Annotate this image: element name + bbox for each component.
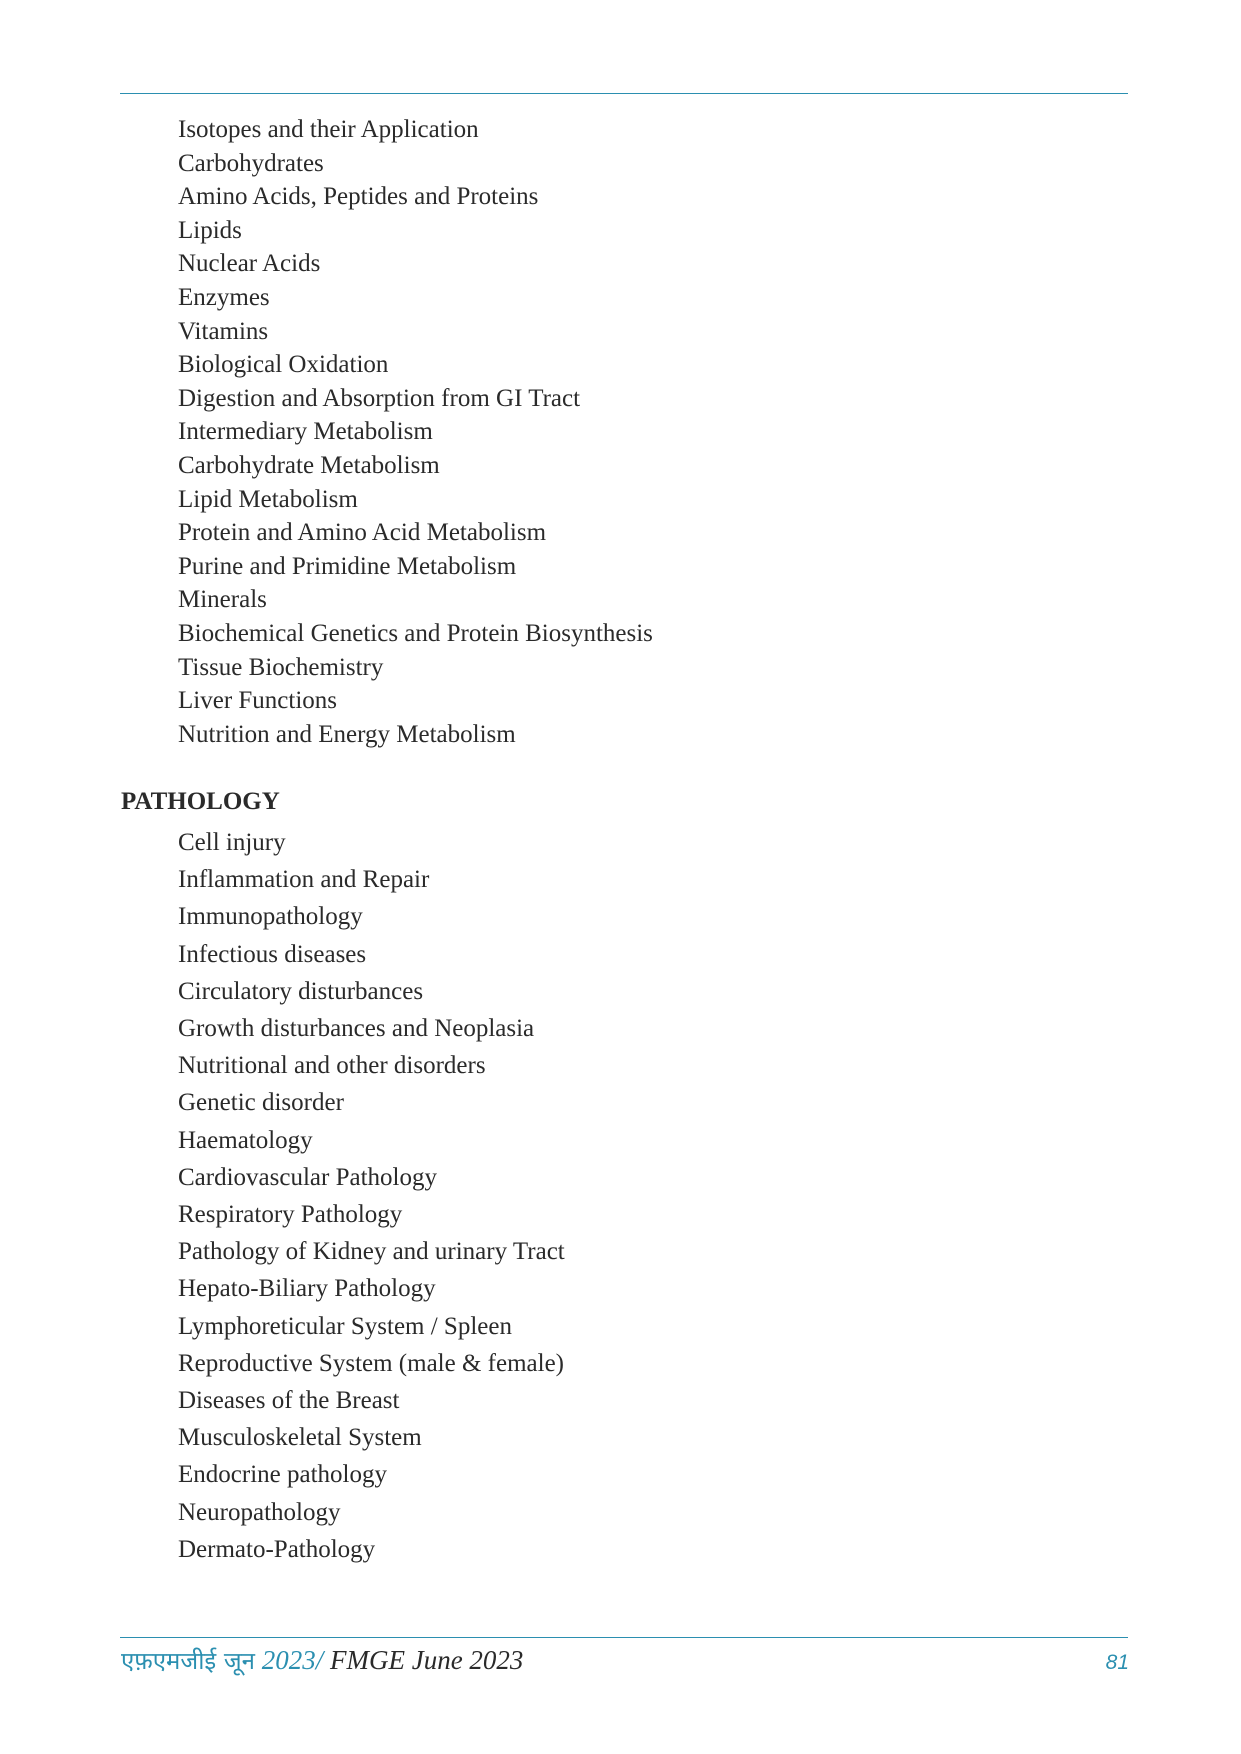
list-item: Biochemical Genetics and Protein Biosynthesis	[178, 619, 653, 647]
list-item: Genetic disorder	[178, 1089, 344, 1117]
footer-year: 2023/	[254, 1645, 330, 1675]
footer-rule	[120, 1637, 1128, 1638]
list-item: Growth disturbances and Neoplasia	[178, 1015, 535, 1043]
footer-hindi-title: एफ़एमजीई जून	[121, 1647, 255, 1675]
list-item: Carbohydrate Metabolism	[178, 451, 440, 479]
header-rule	[120, 93, 1128, 94]
list-item: Dermato-Pathology	[178, 1535, 376, 1563]
list-item: Hepato-Biliary Pathology	[178, 1275, 436, 1303]
list-item: Reproductive System (male & female)	[178, 1349, 564, 1377]
list-item: Enzymes	[178, 283, 270, 311]
list-item: Digestion and Absorption from GI Tract	[178, 384, 581, 412]
list-item: Intermediary Metabolism	[178, 418, 433, 446]
list-item: Diseases of the Breast	[178, 1387, 400, 1415]
list-item: Inflammation and Repair	[178, 866, 430, 894]
biochemistry-topic-list	[178, 113, 653, 751]
list-item: Circulatory disturbances	[178, 977, 424, 1005]
list-item: Minerals	[178, 586, 267, 614]
list-item: Nuclear Acids	[178, 250, 321, 278]
list-item: Endocrine pathology	[178, 1461, 387, 1489]
list-item: Isotopes and their Application	[178, 116, 479, 143]
list-item: Nutritional and other disorders	[178, 1052, 486, 1080]
list-item: Purine and Primidine Metabolism	[178, 552, 517, 580]
list-item: Pathology of Kidney and urinary Tract	[178, 1238, 565, 1266]
list-item: Immunopathology	[178, 903, 363, 931]
list-item: Neuropathology	[178, 1498, 341, 1526]
list-item: Lymphoreticular System / Spleen	[178, 1312, 512, 1340]
list-item: Nutrition and Energy Metabolism	[178, 720, 516, 748]
list-item: Protein and Amino Acid Metabolism	[178, 519, 547, 547]
list-item: Musculoskeletal System	[178, 1424, 422, 1452]
list-item: Amino Acids, Peptides and Proteins	[178, 183, 539, 211]
page-number: 81	[1105, 1651, 1129, 1674]
list-item: Biological Oxidation	[178, 351, 389, 379]
list-item: Respiratory Pathology	[178, 1201, 403, 1229]
list-item: Vitamins	[178, 317, 269, 345]
footer-english-title: FMGE June 2023	[329, 1645, 524, 1675]
list-item: Lipids	[178, 216, 242, 244]
list-item: Infectious diseases	[178, 940, 367, 968]
list-item: Tissue Biochemistry	[178, 653, 384, 681]
list-item: Haematology	[178, 1126, 313, 1154]
list-item: Carbohydrates	[178, 149, 324, 177]
section-heading-pathology: PATHOLOGY	[121, 788, 280, 815]
footer-exam-title	[121, 1642, 523, 1679]
list-item: Lipid Metabolism	[178, 485, 358, 513]
list-item: Cell injury	[178, 829, 286, 856]
list-item: Liver Functions	[178, 687, 338, 715]
list-item: Cardiovascular Pathology	[178, 1163, 437, 1191]
pathology-topic-list	[178, 824, 565, 1568]
